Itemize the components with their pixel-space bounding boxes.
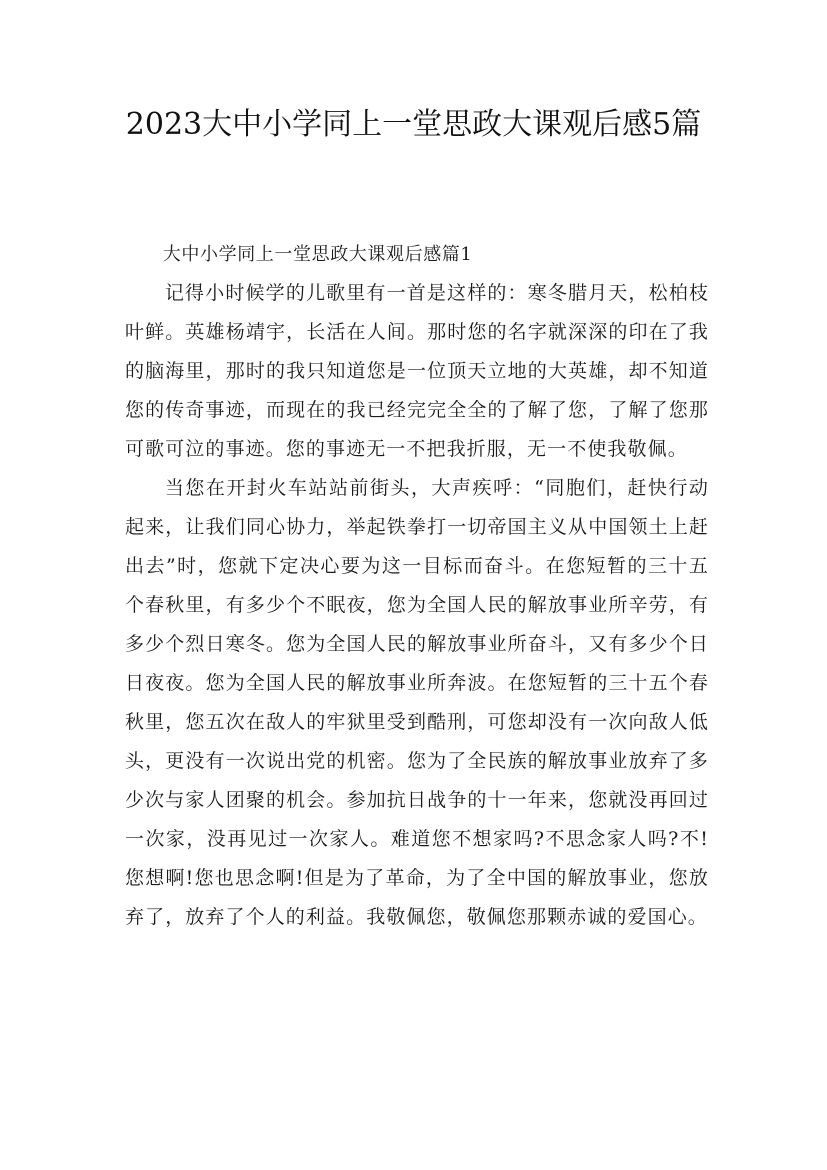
paragraph: 记得小时候学的儿歌里有一首是这样的：寒冬腊月天，松柏枝叶鲜。英雄杨靖宇，长活在人间。那时您的名字就深深的印在了我的脑海里，那时的我只知道您是一位顶天立地的大英雄，却不知道您的传奇事迹，而现在的我已经完完全全的了解了您，了解了您那可歌可泣的事迹。您的事迹无一不把我折服，无一不使我敬佩。 (125, 282, 709, 460)
document-title: 2023大中小学同上一堂思政大课观后感5篇 (125, 107, 702, 142)
section-heading: 大中小学同上一堂思政大课观后感篇1 (162, 244, 473, 265)
paragraph: 当您在开封火车站站前街头，大声疾呼：“同胞们，赶快行动起来，让我们同心协力，举起铁拳打一切帝国主义从中国领土上赶出去”时，您就下定决心要为这一目标而奋斗。在您短暂的三十五个春秋里，有多少个不眠夜，您为全国人民的解放事业所辛劳，有多少个烈日寒冬。您为全国人民的解放事业所奋斗，又有多少个日日夜夜。您为全国人民的解放事业所奔波。在您短暂的三十五个春秋里，您五次在敌人的牢狱里受到酷刑，可您却没有一次向敌人低头，更没有一次说出党的机密。您为了全民族的解放事业放弃了多少次与家人团聚的机会。参加抗日战争的十一年来，您就没再回过一次家，没再见过一次家人。难道您不想家吗?不思念家人吗?不!您想啊!您也思念啊!但是为了革命，为了全中国的解放事业，您放弃了，放弃了个人的利益。我敬佩您，敬佩您那颗赤诚的爱国心。 (125, 477, 709, 928)
document-body (125, 235, 709, 937)
